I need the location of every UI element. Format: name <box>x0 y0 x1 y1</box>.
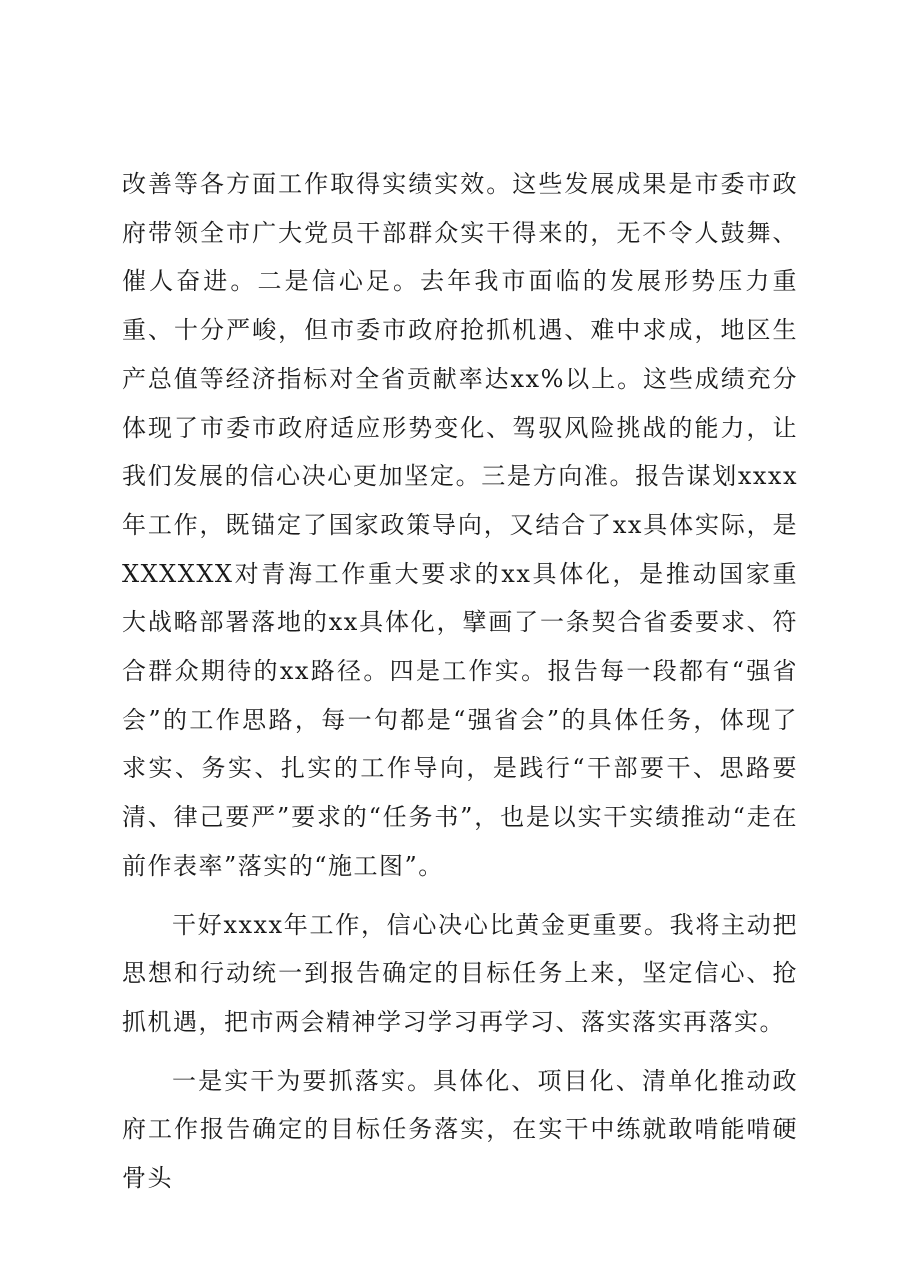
document-body <box>122 160 798 1213</box>
paragraph-2: 干好xxxx年工作，信心决心比黄金更重要。我将主动把思想和行动统一到报告确定的目标任务上来，坚定信心、抢抓机遇，把市两会精神学习学习再学习、落实落实再落实。 <box>122 910 798 1036</box>
paragraph-1: 改善等各方面工作取得实绩实效。这些发展成果是市委市政府带领全市广大党员干部群众实干得来的，无不令人鼓舞、催人奋进。二是信心足。去年我市面临的发展形势压力重重、十分严峻，但市委市政府抢抓机遇、难中求成，地区生产总值等经济指标对全省贡献率达xx%以上。这些成绩充分体现了市委市政府适应形势变化、驾驭风险挑战的能力，让我们发展的信心决心更加坚定。三是方向准。报告谋划xxxx年工作，既锚定了国家政策导向，又结合了xx具体实际，是XXXXXX对青海工作重大要求的xx具体化，是推动国家重大战略部署落地的xx具体化，擘画了一条契合省委要求、符合群众期待的xx路径。四是工作实。报告每一段都有“强省会”的工作思路，每一句都是“强省会”的具体任务，体现了求实、务实、扎实的工作导向，是践行“干部要干、思路要清、律己要严”要求的“任务书”，也是以实干实绩推动“走在前作表率”落实的“施工图”。 <box>122 170 798 880</box>
paragraph-3: 一是实干为要抓落实。具体化、项目化、清单化推动政府工作报告确定的目标任务落实，在实干中练就敢啃能啃硬骨头 <box>122 1066 798 1193</box>
